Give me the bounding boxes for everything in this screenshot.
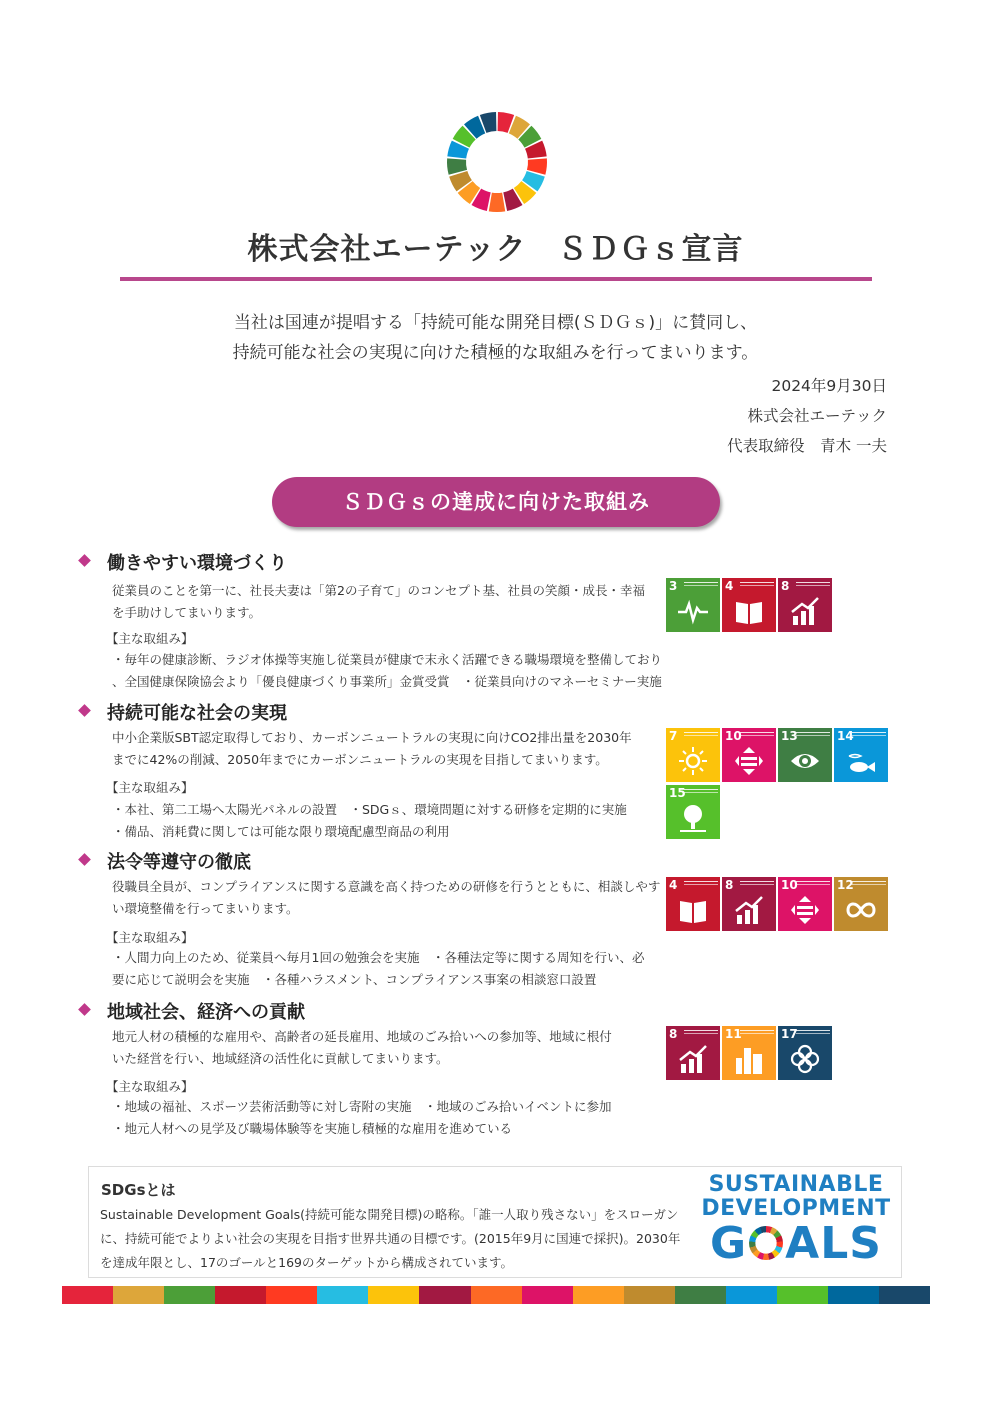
initiative-item: ・備品、消耗費に関しては可能な限り環境配慮型商品の利用	[112, 824, 450, 839]
goal-number: 8	[725, 878, 734, 892]
goal-number: 12	[837, 878, 854, 892]
goal-caption-lines	[740, 732, 774, 736]
logo-letter: S	[849, 1218, 882, 1269]
strip-segment	[113, 1286, 164, 1304]
section-title: 働きやすい環境づくり	[107, 553, 287, 574]
description-line: 従業員のことを第一に、社長夫妻は「第2の子育て」のコンセプト基、社員の笑顔・成長・幸福	[112, 583, 645, 598]
initiatives-banner: ＳＤＧｓの達成に向けた取組み	[272, 477, 720, 527]
sun-icon	[678, 746, 708, 776]
representative-name: 代表取締役 青木 一夫	[727, 437, 887, 455]
goal-number: 3	[669, 579, 678, 593]
book-icon	[678, 895, 708, 925]
goal-caption-lines	[852, 732, 886, 736]
logo-letter: L	[820, 1218, 850, 1269]
initiative-item: 要に応じて説明会を実施 ・各種ハラスメント、コンプライアンス事案の相談窓口設置	[112, 972, 597, 987]
logo-wheel-icon	[749, 1226, 783, 1260]
description-line: 中小企業版SBT認定取得しており、カーボンニュートラルの実現に向けCO2排出量を2030年	[112, 730, 632, 745]
goal-caption-lines	[796, 881, 830, 885]
logo-letter: G	[710, 1218, 748, 1269]
description-line: までに42%の削減、2050年までにカーボンニュートラルの実現を目指してまいります。	[112, 752, 608, 767]
equality-icon	[734, 746, 764, 776]
company-name: 株式会社エーテック	[747, 407, 887, 425]
description-line: を手助けしてまいります。	[112, 605, 262, 620]
goal-caption-lines	[740, 582, 774, 586]
description-line: 地元人材の積極的な雇用や、高齢者の延長雇用、地域のごみ拾いへの参加等、地域に根付	[112, 1029, 612, 1044]
sdg-goal-15-tile	[666, 785, 720, 839]
initiative-item: ・人間力向上のため、従業員へ毎月1回の勉強会を実施 ・各種法定等に関する周知を行い、必	[112, 950, 645, 965]
about-title: SDGsとは	[101, 1181, 176, 1199]
goal-caption-lines	[684, 732, 718, 736]
intro-line-2: 持続可能な社会の実現に向けた積極的な取組みを行ってまいります。	[232, 343, 759, 363]
city-icon	[734, 1044, 764, 1074]
goal-caption-lines	[684, 789, 718, 793]
strip-segment	[522, 1286, 573, 1304]
sustainable-development-goals-logo	[701, 1173, 891, 1273]
sdg-goal-4-tile	[666, 877, 720, 931]
logo-letter: A	[785, 1218, 821, 1269]
strip-segment	[419, 1286, 470, 1304]
goal-number: 17	[781, 1027, 798, 1041]
sdg-goal-7-tile	[666, 728, 720, 782]
goal-number: 14	[837, 729, 854, 743]
initiatives-list	[112, 1096, 612, 1140]
strip-segment	[471, 1286, 522, 1304]
wheel-segment	[489, 193, 505, 212]
about-line-2: に、持続可能でよりよい社会の実現を目指す世界共通の目標です。(2015年9月に国連で採択)。2030年	[100, 1231, 681, 1246]
strip-segment	[879, 1286, 930, 1304]
section-title: 持続可能な社会の実現	[107, 703, 287, 724]
goal-number: 4	[669, 878, 678, 892]
section-description	[112, 580, 645, 624]
strip-segment	[777, 1286, 828, 1304]
initiative-item: ・地元人材への見学及び職場体験等を実施し積極的な雇用を進めている	[112, 1121, 513, 1136]
goal-number: 10	[781, 878, 798, 892]
goal-number: 4	[725, 579, 734, 593]
sdg-goal-13-tile	[778, 728, 832, 782]
strip-segment	[215, 1286, 266, 1304]
description-line: 役職員全員が、コンプライアンスに関する意識を高く持つための研修を行うとともに、相談しやす	[112, 879, 661, 894]
declaration-date: 2024年9月30日	[771, 377, 887, 395]
growth-chart-icon	[734, 895, 764, 925]
initiatives-list	[112, 947, 644, 991]
goal-caption-lines	[852, 881, 886, 885]
goal-number: 11	[725, 1027, 742, 1041]
initiative-item: ・本社、第二工場へ太陽光パネルの設置 ・SDGｓ、環境問題に対する研修を定期的に実施	[112, 802, 627, 817]
logo-word-goals	[701, 1218, 891, 1269]
section-title: 法令等遵守の徹底	[107, 852, 251, 873]
section-description	[112, 1026, 622, 1070]
strip-segment	[573, 1286, 624, 1304]
initiatives-list	[112, 799, 627, 843]
goal-number: 13	[781, 729, 798, 743]
sdg-goal-4-tile	[722, 578, 776, 632]
logo-word-development: DEVELOPMENT	[701, 1196, 891, 1221]
diamond-bullet-icon	[78, 1003, 91, 1016]
sdg-goal-8-tile	[666, 1026, 720, 1080]
goal-number: 10	[725, 729, 742, 743]
page-title: 株式会社エーテック ＳＤＧｓ宣言	[247, 232, 744, 267]
eye-globe-icon	[790, 746, 820, 776]
description-line: いた経営を行い、地域経済の活性化に貢献してまいります。	[112, 1051, 449, 1066]
strip-segment	[266, 1286, 317, 1304]
growth-chart-icon	[678, 1044, 708, 1074]
heartbeat-icon	[678, 596, 708, 626]
goal-number: 8	[669, 1027, 678, 1041]
initiative-item: 、全国健康保険協会より「優良健康づくり事業所」金賞受賞 ・従業員向けのマネーセミナー実施	[112, 674, 662, 689]
initiatives-list	[112, 649, 662, 693]
intro-line-1: 当社は国連が提唱する「持続可能な開発目標(ＳＤＧｓ)」に賛同し、	[233, 313, 758, 333]
equality-icon	[790, 895, 820, 925]
sdg-goal-17-tile	[778, 1026, 832, 1080]
strip-segment	[62, 1286, 113, 1304]
goal-caption-lines	[740, 1030, 774, 1034]
initiatives-label: 【主な取組み】	[106, 780, 194, 795]
goal-caption-lines	[740, 881, 774, 885]
goal-caption-lines	[796, 582, 830, 586]
strip-segment	[675, 1286, 726, 1304]
diamond-bullet-icon	[78, 554, 91, 567]
sdg-goal-10-tile	[778, 877, 832, 931]
fish-icon	[846, 746, 876, 776]
goal-number: 8	[781, 579, 790, 593]
sdg-color-strip	[62, 1286, 930, 1304]
infinity-icon	[846, 895, 876, 925]
strip-segment	[317, 1286, 368, 1304]
goal-number: 15	[669, 786, 686, 800]
about-line-3: を達成年限とし、17のゴールと169のターゲットから構成されています。	[100, 1255, 514, 1270]
section-description	[112, 727, 632, 771]
strip-segment	[624, 1286, 675, 1304]
sdg-wheel-logo	[441, 110, 553, 214]
goal-caption-lines	[796, 1030, 830, 1034]
initiative-item: ・地域の福祉、スポーツ芸術活動等に対し寄附の実施 ・地域のごみ拾いイベントに参加	[112, 1099, 612, 1114]
goal-number: 7	[669, 729, 678, 743]
strip-segment	[368, 1286, 419, 1304]
initiatives-label: 【主な取組み】	[106, 930, 194, 945]
goal-caption-lines	[684, 1030, 718, 1034]
sdg-goal-12-tile	[834, 877, 888, 931]
sdg-goal-8-tile	[722, 877, 776, 931]
section-title: 地域社会、経済への貢献	[107, 1002, 305, 1023]
initiatives-label: 【主な取組み】	[106, 631, 194, 646]
goal-caption-lines	[796, 732, 830, 736]
about-sdgs-box	[88, 1166, 902, 1278]
sdg-goal-3-tile	[666, 578, 720, 632]
tree-icon	[678, 803, 708, 833]
section-description	[112, 876, 661, 920]
flower-ring-icon	[790, 1044, 820, 1074]
diamond-bullet-icon	[78, 704, 91, 717]
title-divider	[120, 277, 872, 281]
goal-caption-lines	[684, 881, 718, 885]
about-line-1: Sustainable Development Goals(持続可能な開発目標)の略称。「誰一人取り残さない」をスローガン	[100, 1207, 679, 1222]
initiatives-label: 【主な取組み】	[106, 1079, 194, 1094]
sdg-goal-11-tile	[722, 1026, 776, 1080]
initiative-item: ・毎年の健康診断、ラジオ体操等実施し従業員が健康で末永く活躍できる職場環境を整備しており	[112, 652, 663, 667]
strip-segment	[164, 1286, 215, 1304]
sdg-goal-8-tile	[778, 578, 832, 632]
strip-segment	[828, 1286, 879, 1304]
description-line: い環境整備を行ってまいります。	[112, 901, 299, 916]
sdg-goal-10-tile	[722, 728, 776, 782]
book-icon	[734, 596, 764, 626]
sdg-goal-14-tile	[834, 728, 888, 782]
logo-word-sustainable: SUSTAINABLE	[708, 1172, 884, 1197]
strip-segment	[726, 1286, 777, 1304]
goal-caption-lines	[684, 582, 718, 586]
growth-chart-icon	[790, 596, 820, 626]
diamond-bullet-icon	[78, 853, 91, 866]
